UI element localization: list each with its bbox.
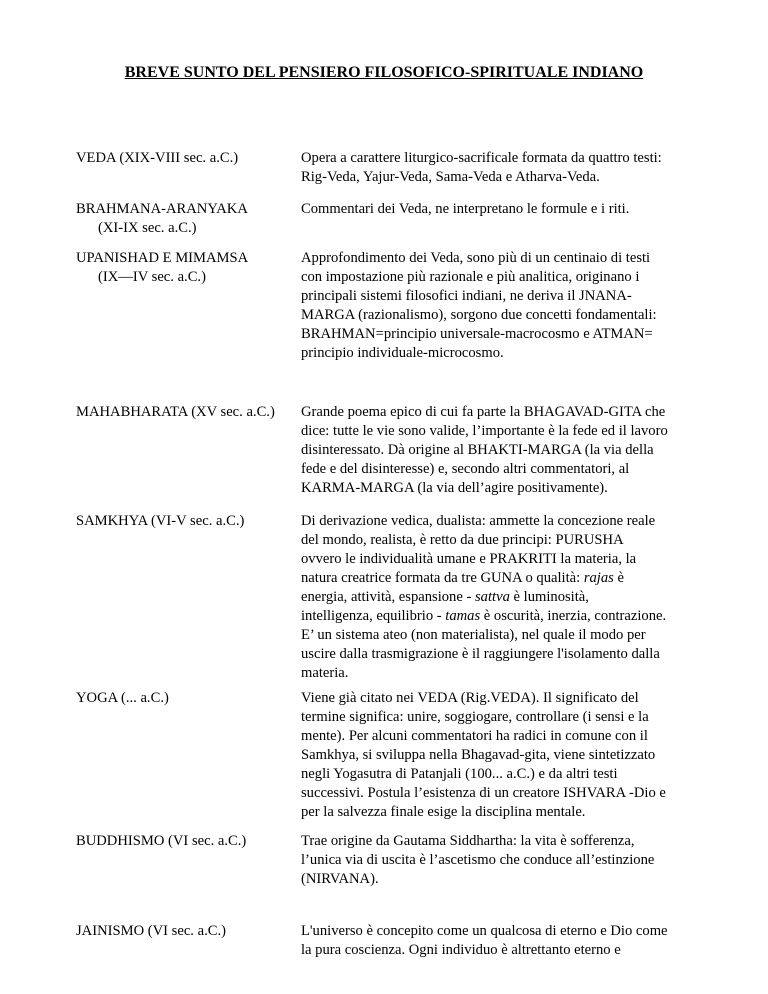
desc-part: Di derivazione vedica, dualista: ammette la concezione reale del mondo, realista, è retto da due principi: PURUSHA ovvero le individualità umane e PRAKRITI la materia, la natura creatrice formata da tre GUNA o qualità: <box>301 513 656 586</box>
term-rajas: rajas <box>583 570 614 586</box>
entry-term-label: UPANISHAD E MIMAMSA <box>76 250 249 266</box>
desc-part: è luminosità, intelligenza, equilibrio - <box>301 589 589 624</box>
entry-term-label: SAMKHYA (VI-V sec. a.C.) <box>76 513 245 529</box>
entry-term-label: MAHABHARATA (XV sec. a.C.) <box>76 404 275 420</box>
page-title: BREVE SUNTO DEL PENSIERO FILOSOFICO-SPIRITUALE INDIANO <box>124 64 644 81</box>
entry-term-label: JAINISMO (VI sec. a.C.) <box>76 923 226 939</box>
term-sattva: sattva <box>475 589 510 605</box>
entry-term <box>76 149 286 168</box>
entry-term-period: (IX—IV sec. a.C.) <box>98 269 206 285</box>
entry-description: Opera a carattere liturgico-sacrificale formata da quattro testi: Rig-Veda, Yajur-Veda, Sama-Veda e Atharva-Veda. <box>301 150 662 185</box>
entry-description: Trae origine da Gautama Siddhartha: la vita è sofferenza, l’unica via di uscita è l’ascetismo che conduce all’estinzione (NIRVANA). <box>301 833 655 887</box>
entry-term-label: BRAHMANA-ARANYAKA <box>76 201 248 217</box>
entry-description: Approfondimento dei Veda, sono più di un centinaio di testi con impostazione più razionale e più analitica, originano i principali sistemi filosofici indiani, ne deriva il JNANA- MARGA (razionalismo), sorgono due concetti fondamentali: BRAHMAN=principio universale-macrocosmo e ATMAN= principio individuale-microcosmo. <box>301 250 657 361</box>
desc-part: è energia, attività, espansione - <box>301 570 624 605</box>
entry-term <box>76 403 286 422</box>
entry-description: Commentari dei Veda, ne interpretano le formule e i riti. <box>301 201 630 217</box>
entry-term <box>76 922 286 941</box>
term-tamas: tamas <box>445 608 481 624</box>
entry-term-label: BUDDHISMO (VI sec. a.C.) <box>76 833 247 849</box>
entry-term <box>76 689 286 708</box>
entry-term-label: YOGA (... a.C.) <box>76 690 169 706</box>
desc-part: è oscurità, inerzia, contrazione. E’ un sistema ateo (non materialista), nel quale il modo per uscire dalla trasmigrazione è il raggiungere l'isolamento dalla materia. <box>301 608 667 681</box>
entry-description <box>301 512 699 683</box>
entry-term-label: VEDA (XIX-VIII sec. a.C.) <box>76 150 239 166</box>
entry-description: Viene già citato nei VEDA (Rig.VEDA). Il significato del termine significa: unire, soggiogare, controllare (i sensi e la mente). Per alcuni commentatori ha radici in comune con il Samkhya, si sviluppa nella Bhagavad-gita, viene sintetizzato negli Yogasutra di Patanjali (100... a.C.) e da altri testi successivi. Postula l’esistenza di un creatore ISHVARA -Dio e per la salvezza finale esige la disciplina mentale. <box>301 690 666 820</box>
entry-term <box>76 832 286 851</box>
entry-term-period: (XI-IX sec. a.C.) <box>98 220 197 236</box>
entry-term <box>76 512 286 531</box>
entry-term <box>76 249 286 287</box>
entry-description: Grande poema epico di cui fa parte la BHAGAVAD-GITA che dice: tutte le vie sono valide, l’importante è la fede ed il lavoro disinteressato. Dà origine al BHAKTI-MARGA (la via della fede e del disinteresse) e, secondo altri commentatori, al KARMA-MARGA (la via dell’agire positivamente). <box>301 404 668 496</box>
entry-term <box>76 200 286 238</box>
entry-description: L'universo è concepito come un qualcosa di eterno e Dio come la pura coscienza. Ogni individuo è altrettanto eterno e <box>301 923 668 958</box>
